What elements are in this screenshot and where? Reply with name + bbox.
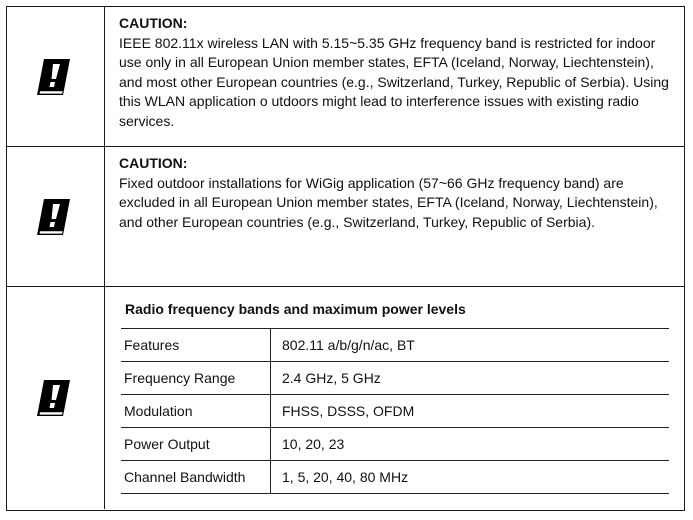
warning-book-icon [35, 377, 77, 419]
caution-row-wlan [7, 7, 684, 147]
row-label: Modulation [121, 395, 271, 428]
row-label: Features [121, 329, 271, 362]
table-row [121, 395, 669, 428]
radio-bands-row [7, 287, 684, 509]
icon-cell [7, 147, 105, 286]
row-label: Frequency Range [121, 362, 271, 395]
caution-row-wigig [7, 147, 684, 287]
row-value: 802.11 a/b/g/n/ac, BT [271, 329, 670, 362]
icon-cell [7, 287, 105, 509]
row-value: 1, 5, 20, 40, 80 MHz [271, 461, 670, 494]
warning-book-icon [35, 196, 77, 238]
caution-text-cell [105, 147, 684, 286]
caution-body: Fixed outdoor installations for WiGig application (57~66 GHz frequency band) are excluded in all European Union member states, EFTA (Iceland, Norway, Liechtenstein), and other European countries (e.g., Switzerland, Turkey, Republic of Serbia). [119, 174, 658, 230]
table-row [121, 461, 669, 494]
icon-cell [7, 7, 105, 146]
row-label: Channel Bandwidth [121, 461, 271, 494]
row-label: Power Output [121, 428, 271, 461]
caution-title: CAUTION: [119, 15, 188, 31]
table-row [121, 428, 669, 461]
row-value: FHSS, DSSS, OFDM [271, 395, 670, 428]
caution-body: IEEE 802.11x wireless LAN with 5.15~5.35 GHz frequency band is restricted for indoor use only in all European Union member states, EFTA (Iceland, Norway, Liechtenstein), and most other European countries (e.g., Switzerland, Turkey, Republic of Serbia). Using this WLAN application o utdoors might lead to interference issues with existing radio services. [119, 34, 669, 129]
row-value: 2.4 GHz, 5 GHz [271, 362, 670, 395]
caution-title: CAUTION: [119, 155, 188, 171]
notice-box [6, 6, 685, 511]
caution-text-cell [105, 7, 684, 146]
radio-table-title: Radio frequency bands and maximum power levels [125, 301, 466, 317]
row-value: 10, 20, 23 [271, 428, 670, 461]
table-row [121, 362, 669, 395]
table-row [121, 329, 669, 362]
warning-book-icon [35, 56, 77, 98]
radio-spec-table [121, 328, 669, 494]
